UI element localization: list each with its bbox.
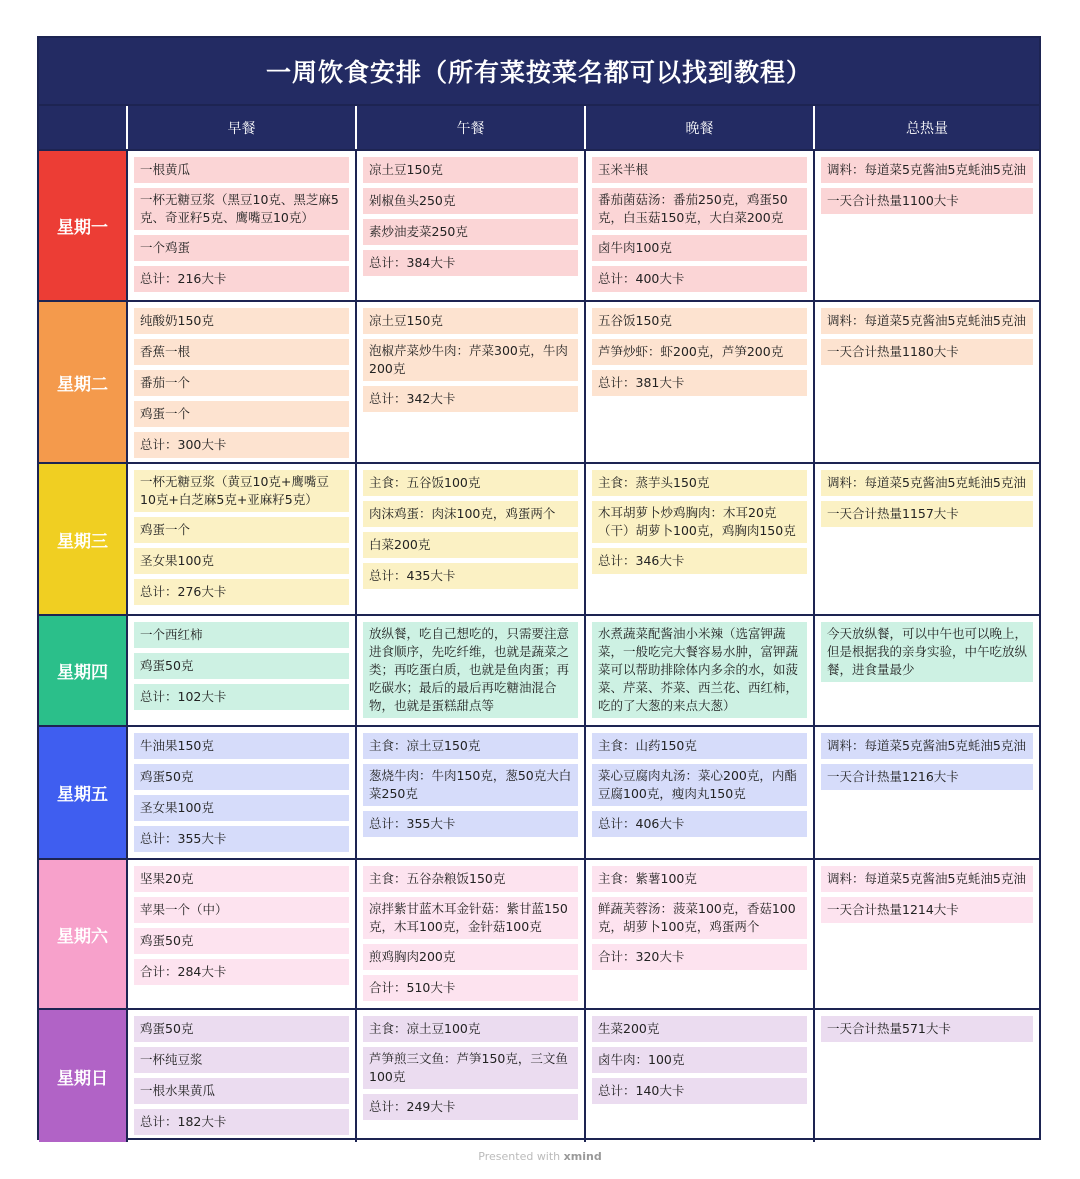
list-item: 卤牛肉100克 xyxy=(592,235,807,261)
list-item: 芦笋煎三文鱼：芦笋150克，三文鱼100克 xyxy=(363,1047,578,1089)
breakfast-cell xyxy=(126,302,355,462)
dinner-cell xyxy=(584,727,813,858)
list-item: 总计：276大卡 xyxy=(134,579,349,605)
table-row xyxy=(39,302,1039,464)
header-dinner: 晚餐 xyxy=(584,106,813,149)
table-row xyxy=(39,616,1039,727)
day-label: 星期二 xyxy=(39,302,126,462)
list-item: 番茄菌菇汤：番茄250克，鸡蛋50克，白玉菇150克，大白菜200克 xyxy=(592,188,807,230)
list-item: 一杯无糖豆浆（黄豆10克+鹰嘴豆10克+白芝麻5克+亚麻籽5克） xyxy=(134,470,349,512)
list-item: 一天合计热量1216大卡 xyxy=(821,764,1033,790)
list-item: 牛油果150克 xyxy=(134,733,349,759)
day-label: 星期日 xyxy=(39,1010,126,1142)
list-item: 卤牛肉：100克 xyxy=(592,1047,807,1073)
total-cell xyxy=(813,302,1039,462)
table-row xyxy=(39,151,1039,302)
list-item: 一天合计热量571大卡 xyxy=(821,1016,1033,1042)
dinner-cell xyxy=(584,302,813,462)
table-row xyxy=(39,860,1039,1010)
lunch-cell xyxy=(355,1010,584,1142)
list-item: 放纵餐，吃自己想吃的，只需要注意进食顺序，先吃纤维，也就是蔬菜之类；再吃蛋白质，也就是鱼肉蛋；再吃碳水；最后的最后再吃糖油混合物，也就是蛋糕甜点等 xyxy=(363,622,578,718)
list-item: 玉米半根 xyxy=(592,157,807,183)
list-item: 主食：五谷杂粮饭150克 xyxy=(363,866,578,892)
dinner-cell xyxy=(584,1010,813,1142)
list-item: 一天合计热量1157大卡 xyxy=(821,501,1033,527)
list-item: 总计：140大卡 xyxy=(592,1078,807,1104)
list-item: 素炒油麦菜250克 xyxy=(363,219,578,245)
list-item: 一天合计热量1100大卡 xyxy=(821,188,1033,214)
breakfast-cell xyxy=(126,151,355,300)
total-cell xyxy=(813,860,1039,1008)
list-item: 圣女果100克 xyxy=(134,795,349,821)
list-item: 五谷饭150克 xyxy=(592,308,807,334)
list-item: 鲜蔬芙蓉汤：菠菜100克，香菇100克，胡萝卜100克，鸡蛋两个 xyxy=(592,897,807,939)
list-item: 主食：山药150克 xyxy=(592,733,807,759)
list-item: 调料：每道菜5克酱油5克蚝油5克油 xyxy=(821,733,1033,759)
footer-watermark xyxy=(0,1150,1080,1163)
total-cell xyxy=(813,616,1039,725)
list-item: 主食：蒸芋头150克 xyxy=(592,470,807,496)
list-item: 生菜200克 xyxy=(592,1016,807,1042)
list-item: 凉土豆150克 xyxy=(363,308,578,334)
list-item: 鸡蛋50克 xyxy=(134,928,349,954)
list-item: 总计：355大卡 xyxy=(134,826,349,852)
list-item: 苹果一个（中） xyxy=(134,897,349,923)
day-label: 星期四 xyxy=(39,616,126,725)
list-item: 一根黄瓜 xyxy=(134,157,349,183)
list-item: 香蕉一根 xyxy=(134,339,349,365)
total-cell xyxy=(813,1010,1039,1142)
day-label: 星期三 xyxy=(39,464,126,614)
list-item: 调料：每道菜5克酱油5克蚝油5克油 xyxy=(821,308,1033,334)
header-breakfast: 早餐 xyxy=(126,106,355,149)
list-item: 芦笋炒虾：虾200克，芦笋200克 xyxy=(592,339,807,365)
list-item: 坚果20克 xyxy=(134,866,349,892)
breakfast-cell xyxy=(126,616,355,725)
list-item: 主食：紫薯100克 xyxy=(592,866,807,892)
table-row xyxy=(39,1010,1039,1142)
lunch-cell xyxy=(355,727,584,858)
dinner-cell xyxy=(584,151,813,300)
list-item: 鸡蛋一个 xyxy=(134,401,349,427)
list-item: 鸡蛋50克 xyxy=(134,1016,349,1042)
list-item: 总计：182大卡 xyxy=(134,1109,349,1135)
breakfast-cell xyxy=(126,860,355,1008)
total-cell xyxy=(813,151,1039,300)
list-item: 水煮蔬菜配酱油小米辣（选富钾蔬菜，一般吃完大餐容易水肿，富钾蔬菜可以帮助排除体内多余的水，如菠菜、芹菜、芥菜、西兰花、西红柿，吃的了大葱的来点大葱） xyxy=(592,622,807,718)
list-item: 总计：355大卡 xyxy=(363,811,578,837)
list-item: 鸡蛋一个 xyxy=(134,517,349,543)
list-item: 鸡蛋50克 xyxy=(134,764,349,790)
list-item: 总计：216大卡 xyxy=(134,266,349,292)
list-item: 总计：249大卡 xyxy=(363,1094,578,1120)
list-item: 番茄一个 xyxy=(134,370,349,396)
list-item: 一个西红柿 xyxy=(134,622,349,648)
list-item: 鸡蛋50克 xyxy=(134,653,349,679)
list-item: 圣女果100克 xyxy=(134,548,349,574)
list-item: 总计：346大卡 xyxy=(592,548,807,574)
list-item: 今天放纵餐，可以中午也可以晚上，但是根据我的亲身实验，中午吃放纵餐，进食量最少 xyxy=(821,622,1033,682)
table-row xyxy=(39,464,1039,616)
list-item: 总计：384大卡 xyxy=(363,250,578,276)
list-item: 合计：320大卡 xyxy=(592,944,807,970)
day-label: 星期五 xyxy=(39,727,126,858)
list-item: 凉土豆150克 xyxy=(363,157,578,183)
breakfast-cell xyxy=(126,1010,355,1142)
dinner-cell xyxy=(584,464,813,614)
lunch-cell xyxy=(355,616,584,725)
list-item: 总计：435大卡 xyxy=(363,563,578,589)
list-item: 合计：510大卡 xyxy=(363,975,578,1001)
header-corner xyxy=(39,106,126,149)
list-item: 一根水果黄瓜 xyxy=(134,1078,349,1104)
list-item: 剁椒鱼头250克 xyxy=(363,188,578,214)
header-row xyxy=(39,106,1039,151)
list-item: 泡椒芹菜炒牛肉：芹菜300克，牛肉200克 xyxy=(363,339,578,381)
list-item: 一杯纯豆浆 xyxy=(134,1047,349,1073)
day-label: 星期一 xyxy=(39,151,126,300)
list-item: 总计：102大卡 xyxy=(134,684,349,710)
list-item: 一个鸡蛋 xyxy=(134,235,349,261)
list-item: 一杯无糖豆浆（黑豆10克、黑芝麻5克、奇亚籽5克、鹰嘴豆10克） xyxy=(134,188,349,230)
total-cell xyxy=(813,464,1039,614)
list-item: 一天合计热量1214大卡 xyxy=(821,897,1033,923)
lunch-cell xyxy=(355,302,584,462)
list-item: 纯酸奶150克 xyxy=(134,308,349,334)
list-item: 一天合计热量1180大卡 xyxy=(821,339,1033,365)
list-item: 木耳胡萝卜炒鸡胸肉：木耳20克（干）胡萝卜100克，鸡胸肉150克 xyxy=(592,501,807,543)
lunch-cell xyxy=(355,464,584,614)
list-item: 合计：284大卡 xyxy=(134,959,349,985)
table-body xyxy=(39,151,1039,1142)
table-row xyxy=(39,727,1039,860)
list-item: 葱烧牛肉：牛肉150克，葱50克大白菜250克 xyxy=(363,764,578,806)
header-lunch: 午餐 xyxy=(355,106,584,149)
list-item: 总计：406大卡 xyxy=(592,811,807,837)
list-item: 菜心豆腐肉丸汤：菜心200克，内酯豆腐100克，瘦肉丸150克 xyxy=(592,764,807,806)
lunch-cell xyxy=(355,860,584,1008)
list-item: 总计：400大卡 xyxy=(592,266,807,292)
footer-prefix: Presented with xyxy=(478,1150,564,1163)
list-item: 总计：300大卡 xyxy=(134,432,349,458)
list-item: 白菜200克 xyxy=(363,532,578,558)
header-total: 总热量 xyxy=(813,106,1039,149)
list-item: 主食：凉土豆100克 xyxy=(363,1016,578,1042)
breakfast-cell xyxy=(126,464,355,614)
list-item: 调料：每道菜5克酱油5克蚝油5克油 xyxy=(821,866,1033,892)
breakfast-cell xyxy=(126,727,355,858)
list-item: 凉拌紫甘蓝木耳金针菇：紫甘蓝150克，木耳100克，金针菇100克 xyxy=(363,897,578,939)
list-item: 总计：342大卡 xyxy=(363,386,578,412)
list-item: 主食：五谷饭100克 xyxy=(363,470,578,496)
list-item: 煎鸡胸肉200克 xyxy=(363,944,578,970)
day-label: 星期六 xyxy=(39,860,126,1008)
total-cell xyxy=(813,727,1039,858)
dinner-cell xyxy=(584,616,813,725)
meal-plan-table xyxy=(37,36,1041,1140)
list-item: 调料：每道菜5克酱油5克蚝油5克油 xyxy=(821,470,1033,496)
list-item: 调料：每道菜5克酱油5克蚝油5克油 xyxy=(821,157,1033,183)
table-title: 一周饮食安排（所有菜按菜名都可以找到教程） xyxy=(39,38,1039,106)
list-item: 主食：凉土豆150克 xyxy=(363,733,578,759)
lunch-cell xyxy=(355,151,584,300)
list-item: 肉沫鸡蛋：肉沫100克，鸡蛋两个 xyxy=(363,501,578,527)
dinner-cell xyxy=(584,860,813,1008)
footer-brand: xmind xyxy=(563,1150,602,1163)
list-item: 总计：381大卡 xyxy=(592,370,807,396)
